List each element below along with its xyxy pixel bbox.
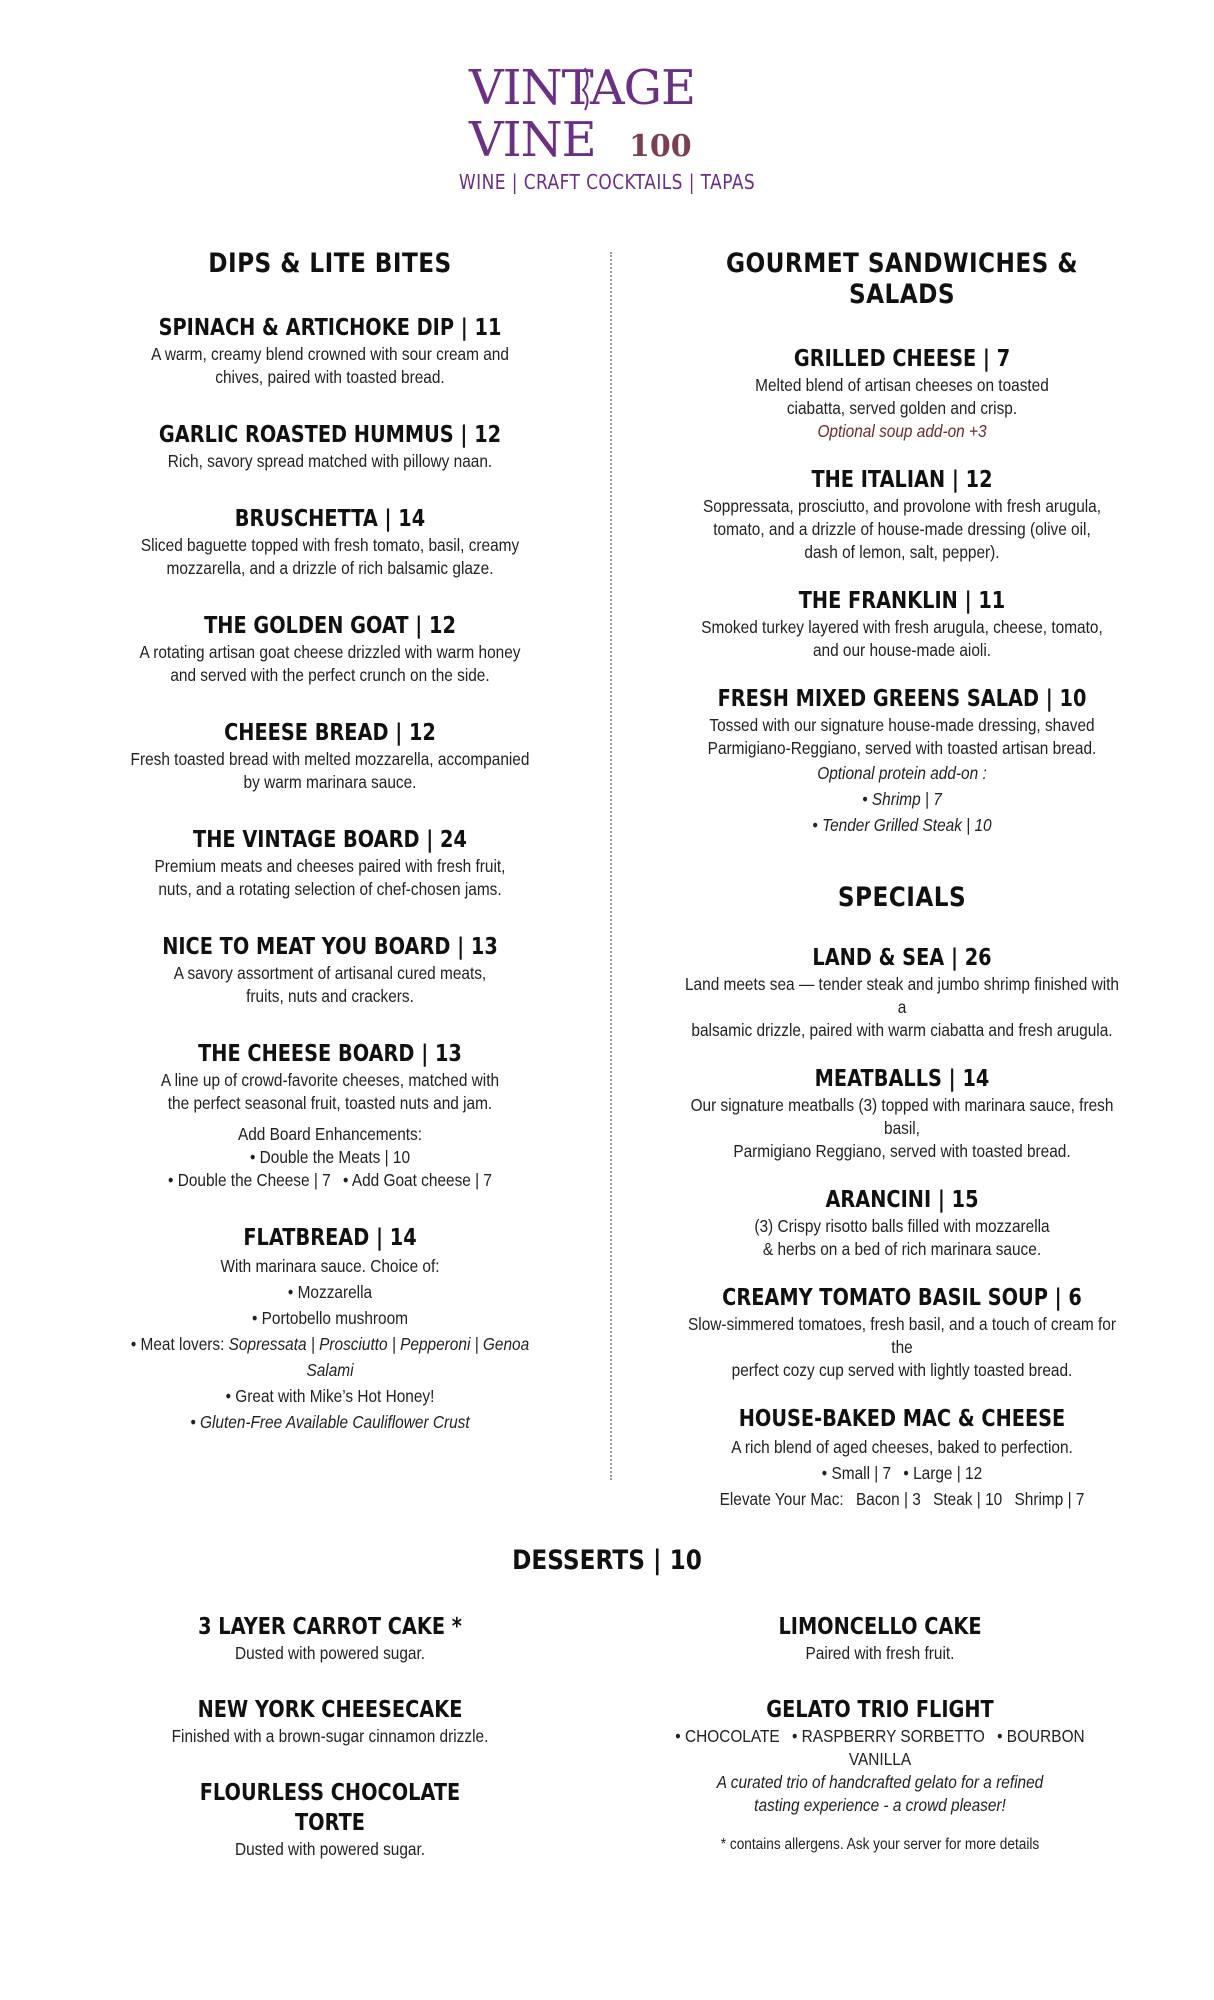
mac-addons	[682, 1486, 1122, 1512]
menu-item	[90, 420, 570, 473]
item-title: THE ITALIAN | 12	[811, 467, 993, 493]
gelato-flavor: • CHOCOLATE	[675, 1726, 780, 1746]
item-desc: Paired with fresh fruit.	[805, 1643, 955, 1663]
menu-item	[652, 1064, 1152, 1163]
mac-addon: Bacon | 3	[856, 1489, 921, 1509]
item-desc: A warm, creamy blend crowned with sour cream and	[151, 344, 509, 364]
item-title: 3 LAYER CARROT CAKE *	[198, 1614, 462, 1640]
item-title: MEATBALLS | 14	[814, 1066, 990, 1092]
item-desc: Dusted with powered sugar.	[234, 1643, 426, 1663]
size-option: • Small | 7	[821, 1463, 892, 1483]
item-desc: nuts, and a rotating selection of chef-chosen jams.	[158, 879, 502, 899]
item-desc: perfect cozy cup served with lightly toasted bread.	[731, 1360, 1073, 1380]
dessert-item	[130, 1778, 530, 1861]
item-desc: and served with the perfect crunch on the side.	[170, 665, 490, 685]
item-desc: Soppressata, prosciutto, and provolone with fresh arugula,	[702, 496, 1102, 516]
item-title: SPINACH & ARTICHOKE DIP | 11	[158, 315, 502, 341]
item-desc: tasting experience - a crowd pleaser!	[754, 1795, 1006, 1815]
gelato-flavors	[651, 1725, 1109, 1771]
item-desc: tomato, and a drizzle of house-made dressing (olive oil,	[713, 519, 1091, 539]
mac-addons-label: Elevate Your Mac:	[719, 1489, 844, 1509]
menu-item	[90, 718, 570, 794]
desserts-left	[130, 1612, 530, 1891]
menu-item	[90, 504, 570, 580]
item-desc: Melted blend of artisan cheeses on toasted	[755, 375, 1049, 395]
item-desc: A rich blend of aged cheeses, baked to perfection.	[731, 1437, 1073, 1457]
item-desc: chives, paired with toasted bread.	[215, 367, 445, 387]
menu-item	[652, 586, 1152, 662]
dessert-item	[130, 1612, 530, 1665]
logo-line2: VINE	[469, 112, 596, 166]
item-desc: (3) Crispy risotto balls filled with mozzarella	[754, 1216, 1050, 1236]
item-desc: Sliced baguette topped with fresh tomato, basil, creamy	[140, 535, 520, 555]
dessert-item	[620, 1695, 1140, 1856]
item-desc: fruits, nuts and crackers.	[246, 986, 414, 1006]
enhancement: • Add Goat cheese | 7	[343, 1170, 492, 1190]
item-title: LIMONCELLO CAKE	[778, 1614, 982, 1640]
option: • Great with Mike’s Hot Honey!	[225, 1386, 435, 1406]
menu-item-flatbread	[90, 1223, 570, 1435]
logo-wordmark	[457, 60, 757, 166]
item-title: HOUSE-BAKED MAC & CHEESE	[738, 1406, 1066, 1432]
desserts-right	[620, 1612, 1140, 1886]
item-title: BRUSCHETTA | 14	[234, 506, 426, 532]
item-title: THE GOLDEN GOAT | 12	[204, 613, 456, 639]
dips-column	[90, 248, 570, 1466]
enhancement: • Double the Cheese | 7	[168, 1170, 331, 1190]
item-title: LAND & SEA | 26	[812, 945, 992, 971]
logo-line1: VINTAGE	[469, 60, 696, 116]
item-desc: Dusted with powered sugar.	[234, 1839, 426, 1859]
item-title: GRILLED CHEESE | 7	[793, 346, 1011, 372]
item-title: FLOURLESS CHOCOLATE TORTE	[199, 1780, 461, 1836]
item-desc: Fresh toasted bread with melted mozzarella, accompanied	[130, 749, 530, 769]
item-desc: & herbs on a bed of rich marinara sauce.	[762, 1239, 1042, 1259]
item-desc: A line up of crowd-favorite cheeses, matched with	[160, 1070, 500, 1090]
protein-addon-label: Optional protein add-on :	[817, 763, 987, 783]
menu-item	[652, 1283, 1152, 1382]
gelato-flavor: • BOURBON VANILLA	[848, 1726, 1085, 1769]
logo-tagline: WINE | CRAFT COCKTAILS | TAPAS	[458, 170, 756, 194]
desserts-section	[0, 1545, 1214, 1576]
gelato-flavor: • RASPBERRY SORBETTO	[792, 1726, 985, 1746]
item-desc: Our signature meatballs (3) topped with marinara sauce, fresh basil,	[690, 1095, 1114, 1138]
item-title: CREAMY TOMATO BASIL SOUP | 6	[722, 1285, 1082, 1311]
item-desc: Rich, savory spread matched with pillowy naan.	[167, 451, 493, 471]
item-desc: Finished with a brown-sugar cinnamon drizzle.	[171, 1726, 489, 1746]
item-desc: Smoked turkey layered with fresh arugula, cheese, tomato,	[701, 617, 1103, 637]
menu-item-mac	[652, 1404, 1152, 1512]
item-title: FLATBREAD | 14	[243, 1225, 417, 1251]
allergen-note: * contains allergens. Ask your server for more details	[720, 1836, 1040, 1853]
section-title-sandwiches: GOURMET SANDWICHES & SALADS	[725, 248, 1079, 310]
item-desc: A rotating artisan goat cheese drizzled with warm honey	[139, 642, 521, 662]
menu-item	[90, 825, 570, 901]
item-title: THE CHEESE BOARD | 13	[198, 1041, 462, 1067]
logo	[0, 60, 1214, 194]
item-title: NICE TO MEAT YOU BOARD | 13	[162, 934, 498, 960]
item-desc: ciabatta, served golden and crisp.	[786, 398, 1018, 418]
soup-addon-note: Optional soup add-on +3	[817, 421, 987, 441]
option: • Mozzarella	[287, 1282, 373, 1302]
section-title-specials: SPECIALS	[837, 882, 967, 913]
sandwiches-column	[652, 248, 1152, 1543]
item-desc: Slow-simmered tomatoes, fresh basil, and a touch of cream for the	[688, 1314, 1116, 1357]
section-title-dips: DIPS & LITE BITES	[208, 248, 452, 279]
item-desc: Tossed with our signature house-made dressing, shaved	[709, 715, 1095, 735]
size-option: • Large | 12	[903, 1463, 983, 1483]
menu-item	[90, 611, 570, 687]
item-desc: A curated trio of handcrafted gelato for a refined	[716, 1772, 1044, 1792]
column-divider	[610, 252, 612, 1480]
enhancement-row	[119, 1169, 541, 1192]
menu-item	[652, 1185, 1152, 1261]
item-desc: Parmigiano-Reggiano, served with toasted artisan bread.	[707, 738, 1097, 758]
item-desc: With marinara sauce. Choice of:	[220, 1256, 440, 1276]
option	[119, 1331, 541, 1383]
dessert-item	[620, 1612, 1140, 1665]
menu-item	[652, 684, 1152, 838]
item-desc: dash of lemon, salt, pepper).	[804, 542, 1000, 562]
item-title: CHEESE BREAD | 12	[224, 720, 436, 746]
size-options	[682, 1460, 1122, 1486]
item-title: ARANCINI | 15	[825, 1187, 979, 1213]
menu-item	[652, 465, 1152, 564]
item-title: NEW YORK CHEESECAKE	[197, 1697, 463, 1723]
enhancements-heading: Add Board Enhancements:	[237, 1124, 423, 1144]
item-desc: Parmigiano Reggiano, served with toasted bread.	[733, 1141, 1071, 1161]
menu-item	[652, 344, 1152, 443]
item-title: GARLIC ROASTED HUMMUS | 12	[158, 422, 502, 448]
gluten-free-note: • Gluten-Free Available Cauliflower Crust	[190, 1412, 470, 1432]
mac-addon: Steak | 10	[933, 1489, 1003, 1509]
meat-list: Sopressata | Prosciutto | Pepperoni | Genoa Salami	[228, 1334, 530, 1380]
mac-addon: Shrimp | 7	[1014, 1489, 1085, 1509]
logo-number: 100	[629, 129, 692, 164]
item-desc: A savory assortment of artisanal cured meats,	[173, 963, 487, 983]
item-desc: balsamic drizzle, paired with warm ciabatta and fresh arugula.	[691, 1020, 1113, 1040]
item-desc: by warm marinara sauce.	[243, 772, 417, 792]
dessert-item	[130, 1695, 530, 1748]
item-title: GELATO TRIO FLIGHT	[766, 1697, 994, 1723]
item-title: FRESH MIXED GREENS SALAD | 10	[717, 686, 1087, 712]
section-title-desserts: DESSERTS | 10	[512, 1545, 702, 1576]
item-title: THE VINTAGE BOARD | 24	[193, 827, 467, 853]
item-desc: Land meets sea — tender steak and jumbo shrimp finished with a	[684, 974, 1120, 1017]
menu-item	[90, 932, 570, 1008]
item-desc: Premium meats and cheeses paired with fresh fruit,	[154, 856, 506, 876]
enhancement: • Double the Meats | 10	[249, 1147, 411, 1167]
protein-option: • Tender Grilled Steak | 10	[812, 815, 992, 835]
menu-item	[90, 1039, 570, 1192]
meat-prefix: • Meat lovers:	[130, 1334, 229, 1354]
item-desc: and our house-made aioli.	[812, 640, 992, 660]
protein-option: • Shrimp | 7	[862, 789, 942, 809]
menu-item	[90, 313, 570, 389]
option: • Portobello mushroom	[251, 1308, 409, 1328]
item-desc: the perfect seasonal fruit, toasted nuts and jam.	[167, 1093, 493, 1113]
menu-item	[652, 943, 1152, 1042]
item-desc: mozzarella, and a drizzle of rich balsamic glaze.	[166, 558, 494, 578]
item-title: THE FRANKLIN | 11	[798, 588, 1006, 614]
